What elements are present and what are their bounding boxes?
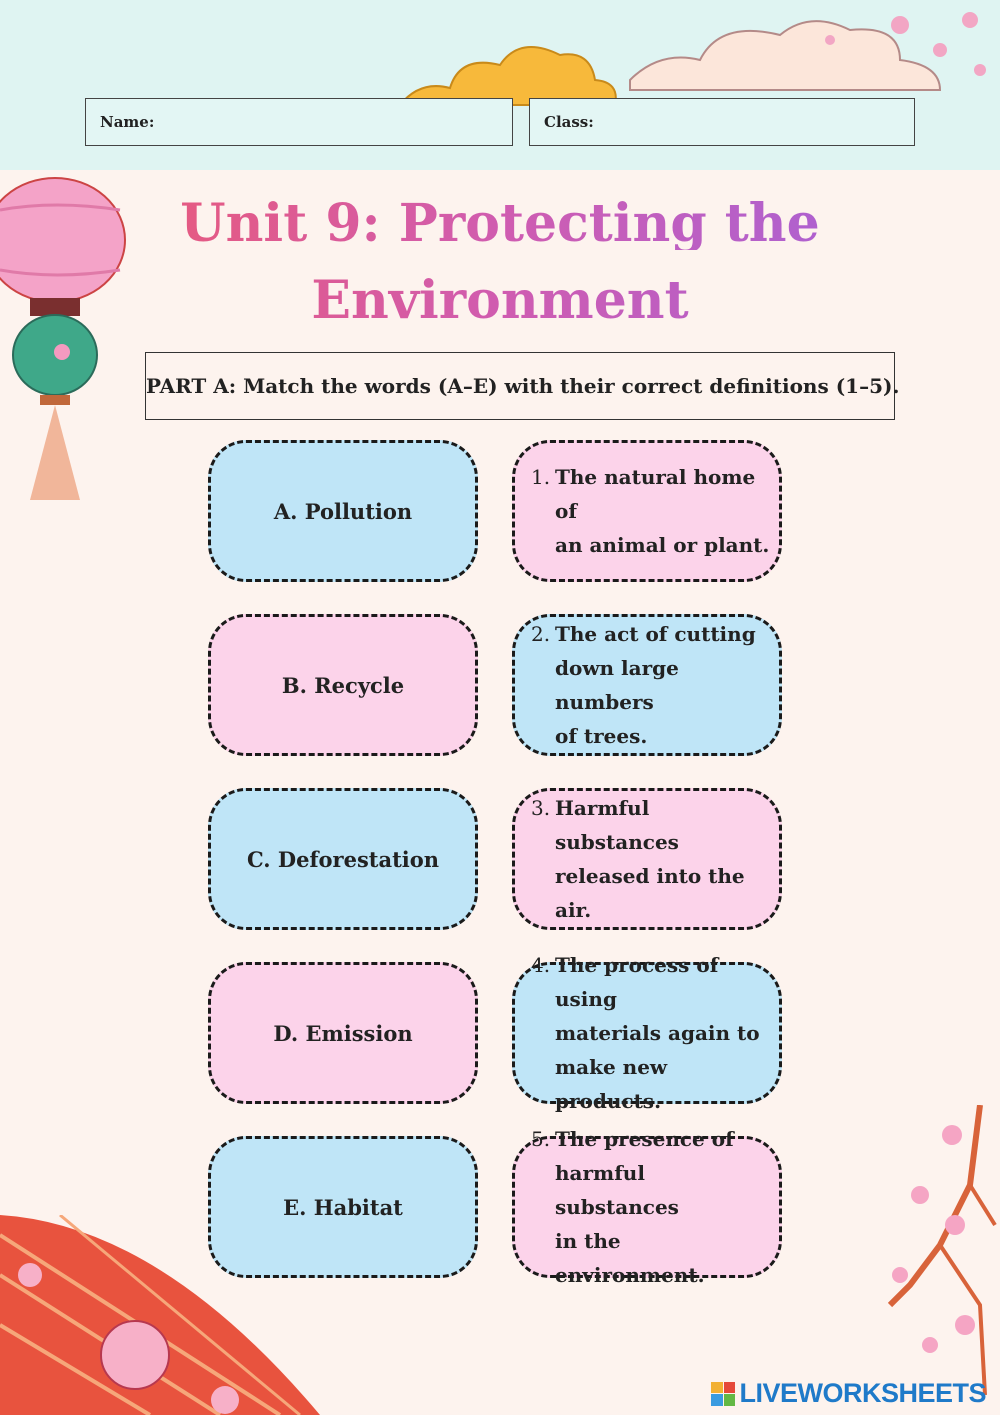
- word-card-a[interactable]: [208, 440, 478, 582]
- definition-line: The act of cutting: [555, 622, 756, 646]
- class-label: Class:: [544, 113, 594, 131]
- cherry-blossom-decoration: [860, 1105, 1000, 1395]
- definition-line: Harmful substances: [555, 796, 679, 854]
- definition-number: 1.: [531, 465, 551, 489]
- page-title-line-2: Environment: [0, 275, 1000, 327]
- definition-line: of trees.: [555, 724, 648, 748]
- definition-line: The natural home of: [555, 465, 756, 523]
- definition-card-3[interactable]: [512, 788, 782, 930]
- page-title-line-1: Unit 9: Protecting the: [0, 198, 1000, 250]
- definition-number: 2.: [531, 622, 551, 646]
- word-label: B. Recycle: [281, 672, 405, 698]
- definition-card-1[interactable]: [512, 440, 782, 582]
- definition-line: make new products.: [555, 1055, 668, 1113]
- definition-number: 5.: [531, 1127, 551, 1151]
- fan-decoration: [0, 1215, 330, 1415]
- name-field[interactable]: [85, 98, 513, 146]
- definition-number: 4.: [531, 953, 551, 977]
- definition-line: an animal or plant.: [555, 533, 770, 557]
- definition-card-2[interactable]: [512, 614, 782, 756]
- liveworksheets-logo[interactable]: [711, 1378, 986, 1409]
- word-label: D. Emission: [273, 1020, 413, 1046]
- definition-line: in the environment.: [555, 1229, 705, 1287]
- definition-number: 3.: [531, 796, 551, 820]
- word-label: A. Pollution: [273, 498, 413, 524]
- word-card-c[interactable]: [208, 788, 478, 930]
- liveworksheets-icon: [711, 1382, 735, 1406]
- definition-line: released into the air.: [555, 864, 745, 922]
- word-card-d[interactable]: [208, 962, 478, 1104]
- word-label: E. Habitat: [283, 1194, 403, 1220]
- brand-text: LIVEWORKSHEETS: [739, 1378, 986, 1408]
- definition-line: The process of using: [555, 953, 719, 1011]
- instruction-box: [145, 352, 900, 420]
- word-card-b[interactable]: [208, 614, 478, 756]
- class-field[interactable]: [529, 98, 915, 146]
- definition-card-4[interactable]: [512, 953, 782, 1113]
- word-label: C. Deforestation: [246, 846, 440, 872]
- definition-line: down large numbers: [555, 656, 679, 714]
- definition-line: materials again to: [555, 1021, 760, 1045]
- definition-line: harmful substances: [555, 1161, 679, 1219]
- definition-line: The presence of: [555, 1127, 734, 1151]
- name-label: Name:: [100, 113, 155, 131]
- instruction-text: PART A: Match the words (A–E) with their correct definitions (1–5).: [146, 374, 900, 398]
- definition-card-5[interactable]: [512, 1127, 782, 1287]
